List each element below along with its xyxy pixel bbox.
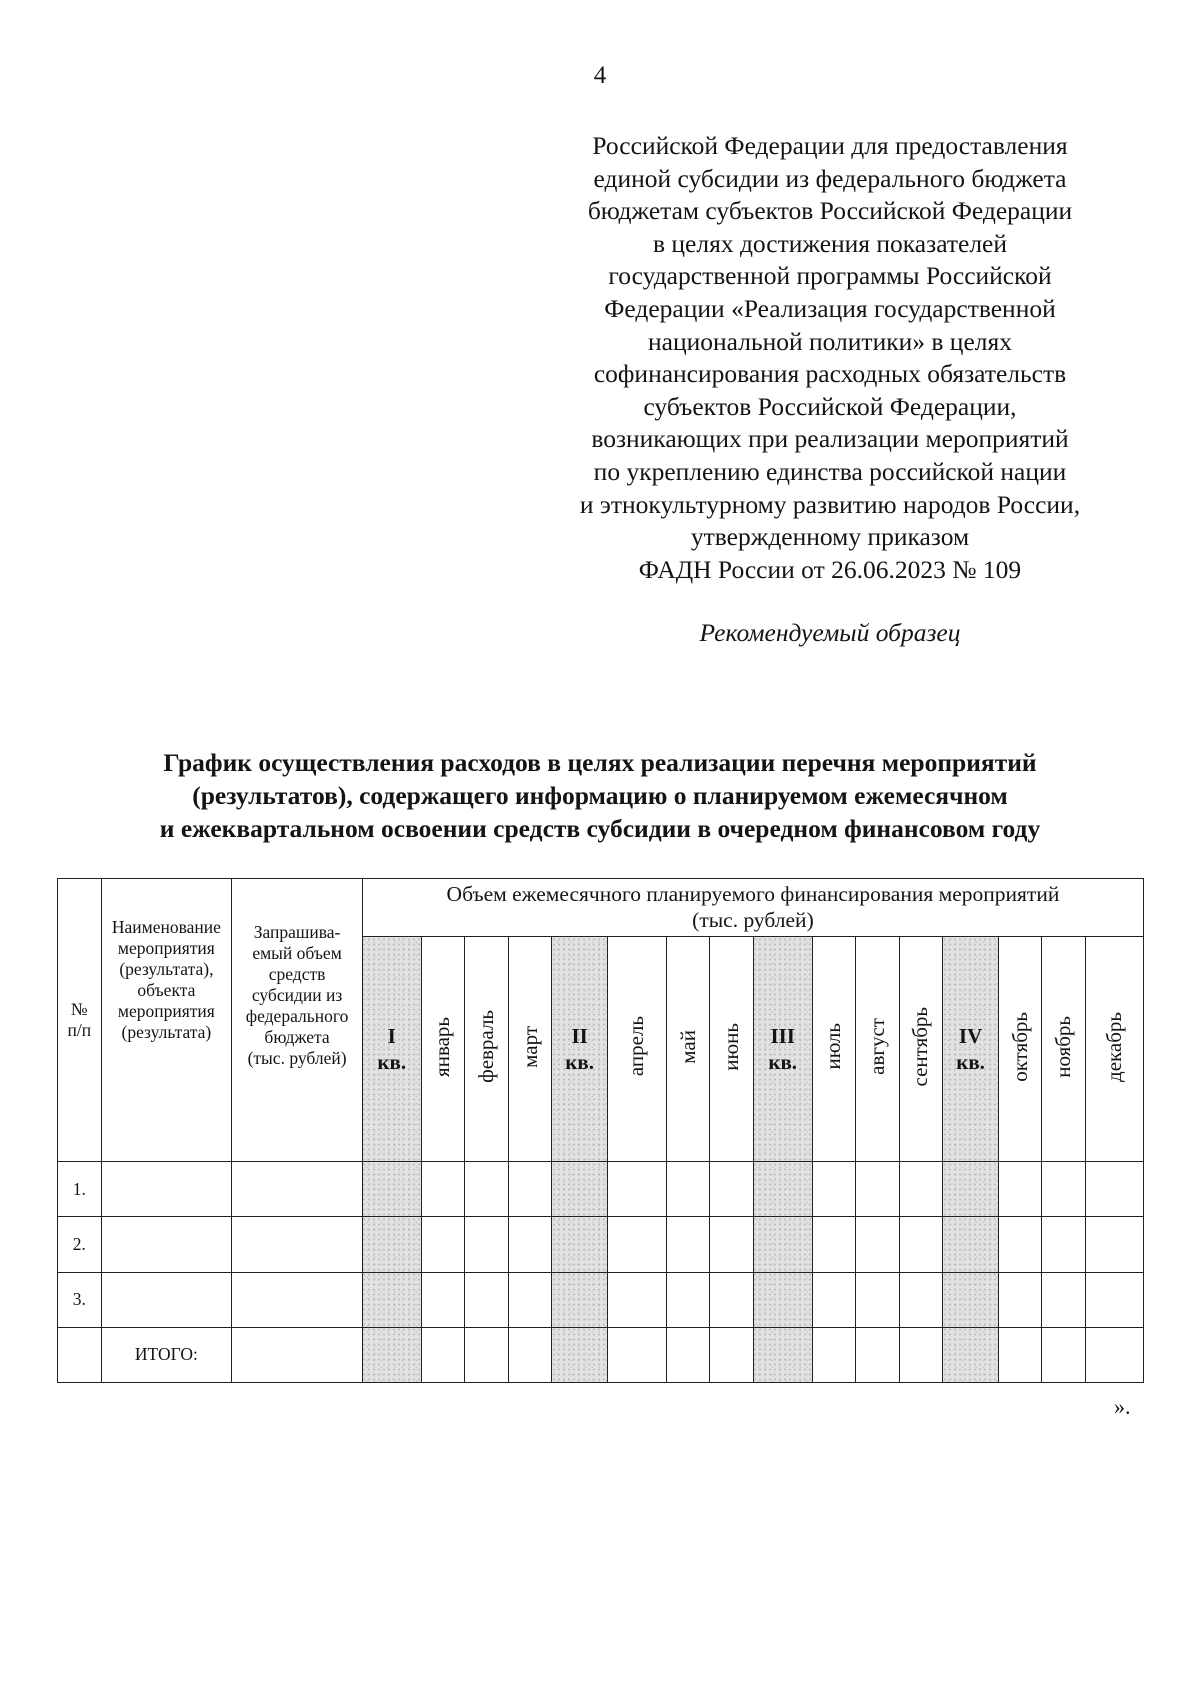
heading-tail-line: утвержденному приказом — [690, 522, 970, 552]
column-header-quarter-2 — [552, 937, 608, 1162]
table-row — [58, 1272, 1144, 1327]
month-label: апрель — [624, 1016, 649, 1077]
month-label: декабрь — [1102, 1011, 1126, 1082]
month-amount-cell — [1042, 1217, 1086, 1272]
header-text-line: (результата), — [119, 959, 214, 979]
column-header-quarter-4 — [943, 937, 999, 1162]
heading-tail-line: и этнокультурному развитию народов России, — [579, 489, 1081, 519]
column-group-header-monthly-financing — [362, 879, 1143, 937]
quarter-amount-cell — [943, 1272, 999, 1327]
column-header-quarter-1 — [362, 937, 421, 1162]
quarter-amount-cell — [362, 1272, 421, 1327]
title-line: (результатов), содержащего информацию о планируемом ежемесячном — [192, 781, 1008, 810]
header-text-line: объекта — [137, 980, 196, 1000]
closing-quote-mark: ». — [1114, 1394, 1131, 1419]
month-label: август — [864, 1018, 889, 1075]
table-row — [58, 1217, 1144, 1272]
quarter-number: II — [571, 1024, 588, 1048]
heading-tail-line: софинансирования расходных обязательств — [593, 359, 1067, 389]
column-header-month — [856, 937, 900, 1162]
header-text-line: мероприятия — [117, 1001, 215, 1021]
column-header-month — [508, 937, 552, 1162]
heading-tail-line: в целях достижения показателей — [652, 228, 1008, 258]
requested-amount-cell — [232, 1272, 363, 1327]
heading-tail-line: Федерации «Реализация государственной — [604, 293, 1056, 323]
header-text-line: № — [70, 999, 88, 1019]
header-text-line: (тыс. рублей) — [692, 908, 814, 932]
month-label: февраль — [473, 1010, 498, 1083]
month-amount-cell — [508, 1272, 552, 1327]
column-header-number — [58, 879, 102, 1162]
month-amount-cell — [899, 1272, 943, 1327]
month-label: сентябрь — [908, 1006, 933, 1087]
requested-amount-cell — [232, 1217, 363, 1272]
month-label: октябрь — [1007, 1011, 1032, 1082]
month-label: ноябрь — [1051, 1015, 1076, 1078]
column-header-month — [421, 937, 465, 1162]
quarter-number: IV — [958, 1024, 983, 1048]
quarter-amount-cell — [552, 1272, 608, 1327]
heading-tail-line: единой субсидии из федерального бюджета — [593, 163, 1067, 193]
month-amount-cell — [1042, 1272, 1086, 1327]
month-amount-cell — [1086, 1162, 1144, 1217]
quarter-number: III — [770, 1024, 795, 1048]
month-amount-cell — [607, 1327, 666, 1382]
quarter-amount-cell — [552, 1162, 608, 1217]
title-line: График осуществления расходов в целях реализации перечня мероприятий — [163, 748, 1037, 777]
quarter-amount-cell — [943, 1327, 999, 1382]
quarter-amount-cell — [753, 1272, 812, 1327]
heading-tail-line: государственной программы Российской — [608, 261, 1052, 291]
month-amount-cell — [666, 1162, 710, 1217]
heading-tail-line: национальной политики» в целях — [648, 326, 1012, 356]
month-amount-cell — [812, 1327, 856, 1382]
month-amount-cell — [421, 1217, 465, 1272]
month-amount-cell — [465, 1217, 509, 1272]
column-header-month — [465, 937, 509, 1162]
quarter-amount-cell — [362, 1327, 421, 1382]
row-number-cell: 2. — [58, 1217, 102, 1272]
page-number: 4 — [593, 62, 607, 89]
table-row — [58, 1162, 1144, 1217]
header-text-line: федерального — [245, 1005, 349, 1026]
quarter-suffix: кв. — [768, 1050, 798, 1074]
heading-tail-line: Российской Федерации для предоставления — [592, 131, 1068, 160]
table-row-total — [58, 1327, 1144, 1382]
title-line: и ежеквартальном освоении средств субсидии в очередном финансовом году — [159, 814, 1041, 843]
appendix-heading-tail — [540, 130, 1120, 586]
column-header-month — [666, 937, 710, 1162]
header-text-line: средств — [268, 963, 326, 984]
column-header-requested-amount — [232, 879, 363, 1162]
month-amount-cell — [856, 1217, 900, 1272]
month-label: июль — [821, 1023, 846, 1070]
header-text-line: емый объем — [252, 942, 342, 963]
month-amount-cell — [998, 1162, 1042, 1217]
requested-amount-cell — [232, 1162, 363, 1217]
row-number-cell: 1. — [58, 1162, 102, 1217]
column-header-activity-name — [101, 879, 232, 1162]
header-text-line: (тыс. рублей) — [247, 1047, 347, 1068]
quarter-amount-cell — [552, 1217, 608, 1272]
column-header-month — [998, 937, 1042, 1162]
month-label: июнь — [719, 1022, 744, 1071]
activity-name-cell — [101, 1162, 232, 1217]
month-amount-cell — [1042, 1327, 1086, 1382]
column-header-month — [607, 937, 666, 1162]
month-amount-cell — [856, 1162, 900, 1217]
header-text-line: мероприятия — [117, 938, 215, 958]
month-amount-cell — [508, 1217, 552, 1272]
quarter-amount-cell — [362, 1217, 421, 1272]
header-text-line: субсидии из — [251, 984, 343, 1005]
header-text-line: бюджета — [264, 1026, 330, 1047]
quarter-amount-cell — [552, 1327, 608, 1382]
column-header-month — [710, 937, 754, 1162]
heading-tail-line: возникающих при реализации мероприятий — [591, 424, 1069, 454]
month-amount-cell — [508, 1162, 552, 1217]
activity-name-cell — [101, 1217, 232, 1272]
sample-caption: Рекомендуемый образец — [699, 618, 961, 647]
month-amount-cell — [465, 1272, 509, 1327]
month-amount-cell — [607, 1217, 666, 1272]
month-amount-cell — [666, 1217, 710, 1272]
month-amount-cell — [998, 1272, 1042, 1327]
month-amount-cell — [812, 1162, 856, 1217]
month-amount-cell — [856, 1272, 900, 1327]
month-amount-cell — [607, 1272, 666, 1327]
quarter-amount-cell — [753, 1327, 812, 1382]
month-amount-cell — [998, 1217, 1042, 1272]
column-header-month — [899, 937, 943, 1162]
month-label: январь — [430, 1016, 455, 1077]
heading-tail-line: субъектов Российской Федерации, — [643, 391, 1017, 421]
activity-name-cell — [101, 1272, 232, 1327]
financing-schedule-table — [57, 878, 1144, 1383]
column-header-month — [812, 937, 856, 1162]
quarter-suffix: кв. — [565, 1050, 594, 1074]
requested-amount-cell — [232, 1327, 363, 1382]
month-amount-cell — [710, 1272, 754, 1327]
quarter-amount-cell — [362, 1162, 421, 1217]
quarter-suffix: кв. — [377, 1050, 407, 1074]
month-amount-cell — [1042, 1162, 1086, 1217]
month-amount-cell — [666, 1327, 710, 1382]
header-text-line: (результата) — [121, 1022, 212, 1042]
header-text-line: Запрашива- — [253, 921, 341, 942]
column-header-quarter-3 — [753, 937, 812, 1162]
month-amount-cell — [899, 1327, 943, 1382]
quarter-amount-cell — [753, 1162, 812, 1217]
month-amount-cell — [812, 1217, 856, 1272]
month-amount-cell — [666, 1272, 710, 1327]
month-amount-cell — [421, 1162, 465, 1217]
month-amount-cell — [1086, 1272, 1144, 1327]
month-amount-cell — [421, 1272, 465, 1327]
month-amount-cell — [812, 1272, 856, 1327]
quarter-suffix: кв. — [956, 1050, 985, 1074]
header-text-line: п/п — [67, 1020, 92, 1040]
month-amount-cell — [421, 1327, 465, 1382]
month-label: май — [675, 1029, 700, 1064]
heading-tail-line: по укреплению единства российской нации — [593, 456, 1067, 486]
total-label-cell: ИТОГО: — [101, 1327, 232, 1382]
month-label: март — [517, 1025, 542, 1068]
quarter-amount-cell — [943, 1217, 999, 1272]
column-header-month — [1042, 937, 1086, 1162]
heading-tail-line: ФАДН России от 26.06.2023 № 109 — [638, 554, 1022, 584]
month-amount-cell — [1086, 1217, 1144, 1272]
quarter-number: I — [387, 1024, 396, 1048]
header-text-line: Объем ежемесячного планируемого финансирования мероприятий — [446, 882, 1060, 906]
month-amount-cell — [899, 1162, 943, 1217]
quarter-amount-cell — [943, 1162, 999, 1217]
row-number-cell — [58, 1327, 102, 1382]
month-amount-cell — [856, 1327, 900, 1382]
month-amount-cell — [465, 1162, 509, 1217]
header-text-line: Наименование — [111, 917, 221, 937]
month-amount-cell — [607, 1162, 666, 1217]
month-amount-cell — [710, 1217, 754, 1272]
column-header-month — [1086, 937, 1144, 1162]
quarter-amount-cell — [753, 1217, 812, 1272]
month-amount-cell — [465, 1327, 509, 1382]
document-title — [40, 746, 1160, 845]
month-amount-cell — [710, 1162, 754, 1217]
row-number-cell: 3. — [58, 1272, 102, 1327]
heading-tail-line: бюджетам субъектов Российской Федерации — [587, 196, 1073, 226]
month-amount-cell — [899, 1217, 943, 1272]
month-amount-cell — [508, 1327, 552, 1382]
month-amount-cell — [710, 1327, 754, 1382]
month-amount-cell — [998, 1327, 1042, 1382]
month-amount-cell — [1086, 1327, 1144, 1382]
